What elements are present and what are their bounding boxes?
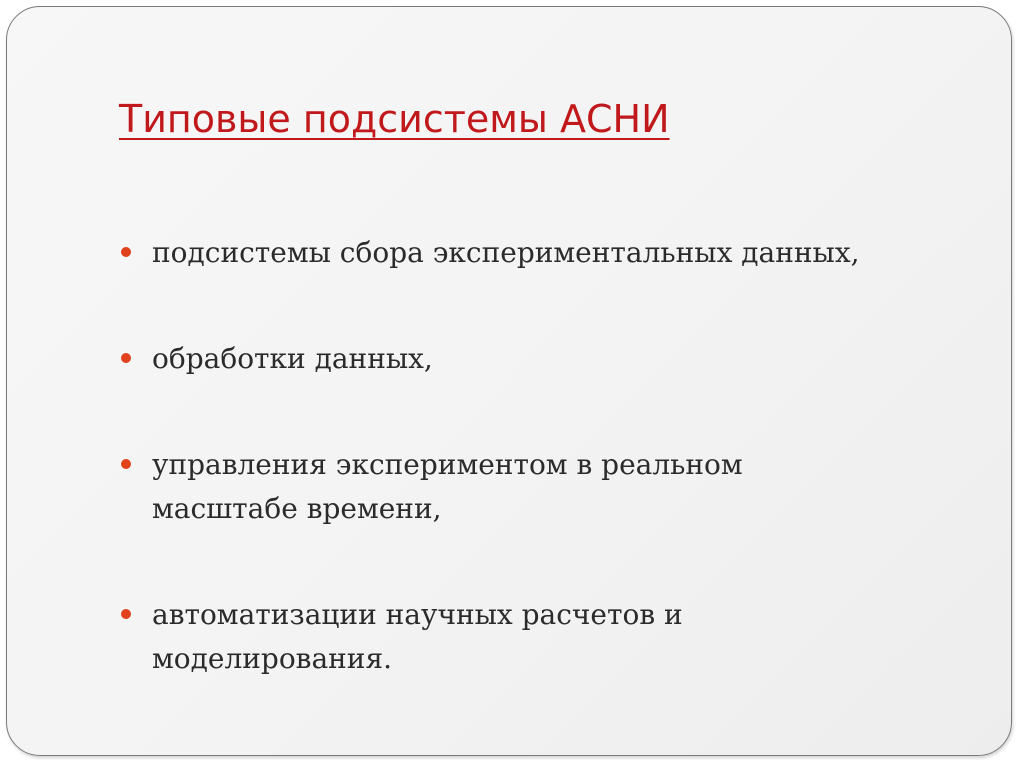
bullet-item (121, 337, 971, 381)
bullet-dot-icon (121, 247, 131, 257)
bullet-item (121, 593, 971, 681)
bullet-text: обработки данных, (152, 342, 433, 375)
bullet-text: подсистемы сбора экспериментальных данных, (152, 236, 860, 269)
slide-frame (6, 6, 1012, 756)
slide-title: Типовые подсистемы АСНИ (119, 97, 670, 141)
bullet-text-line-2: моделирования. (152, 642, 393, 675)
bullet-text-line-2: масштабе времени, (152, 492, 442, 525)
bullet-dot-icon (121, 609, 131, 619)
bullet-dot-icon (121, 353, 131, 363)
bullet-item (121, 443, 971, 531)
bullet-item (121, 231, 971, 275)
bullet-text-line-1: автоматизации научных расчетов и (152, 598, 683, 631)
bullet-dot-icon (121, 459, 131, 469)
bullet-text-line-1: управления экспериментом в реальном (152, 448, 743, 481)
